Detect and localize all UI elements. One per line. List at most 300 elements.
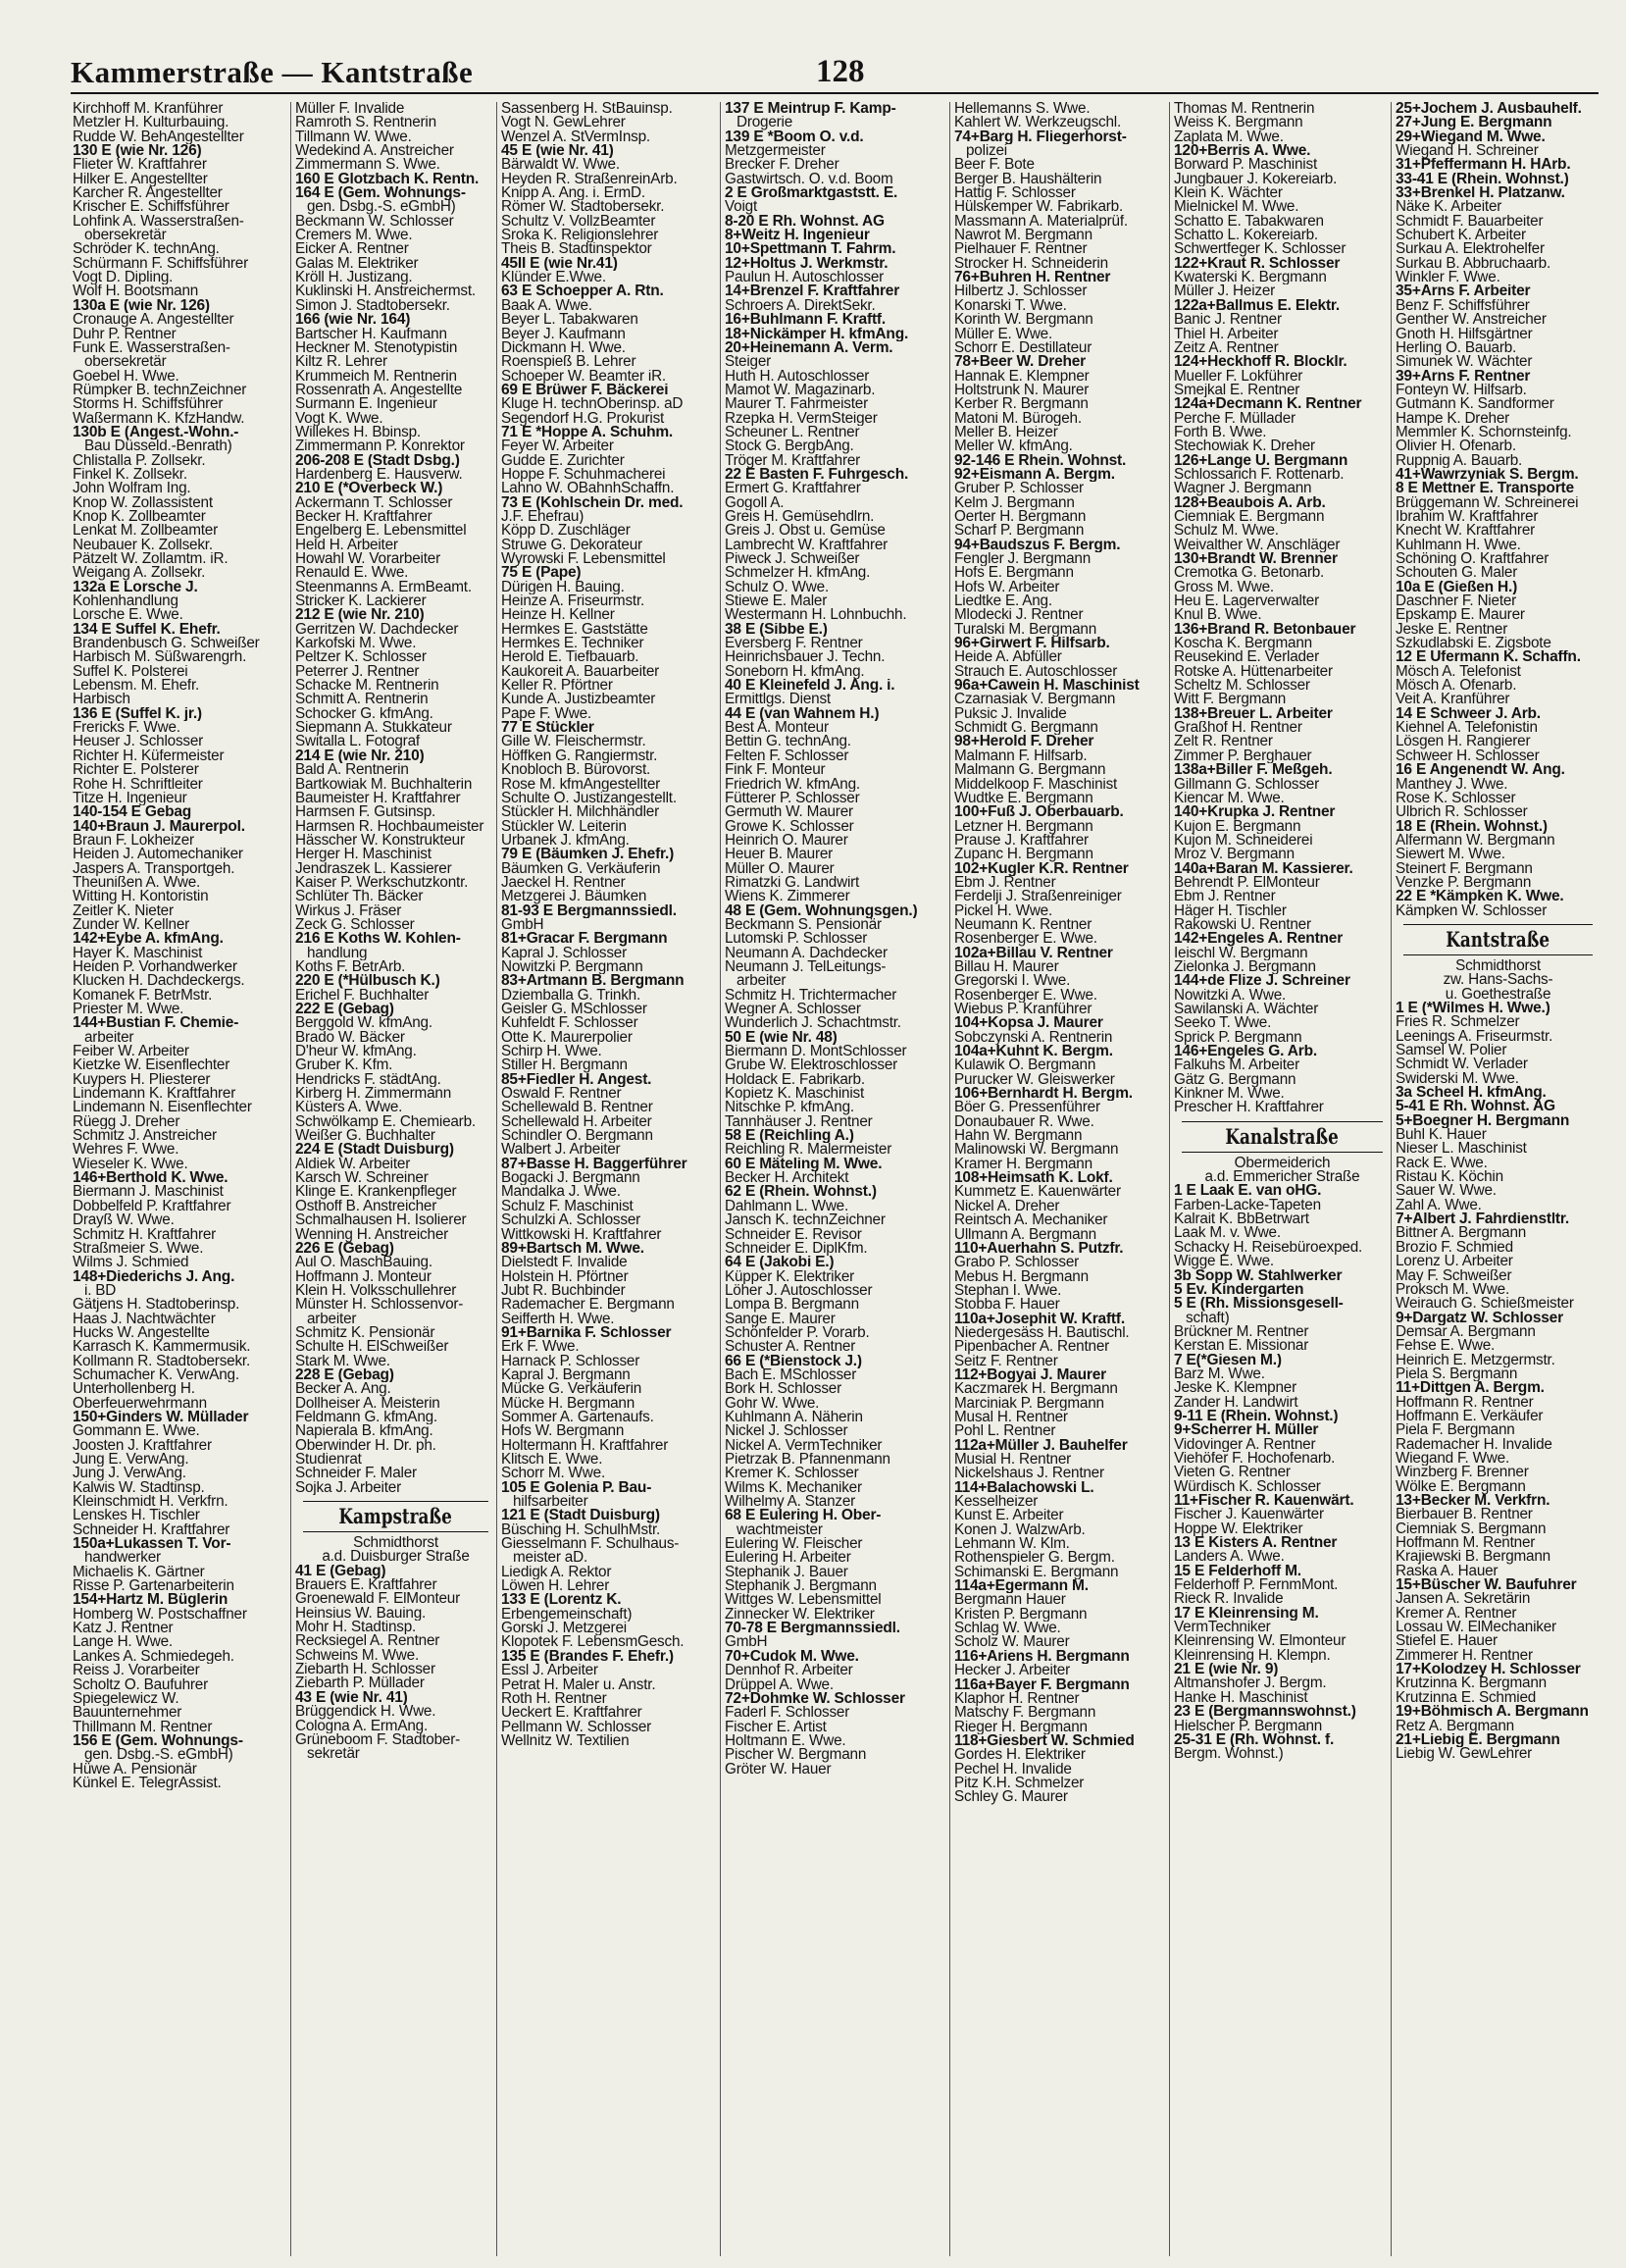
house-number-entry: 69 E Brüwer F. Bäckerei (501, 383, 669, 398)
resident-entry: Mohr H. Stadtinsp. (295, 1621, 417, 1635)
house-number-entry: 118+Giesbert W. Schmied (954, 1733, 1135, 1749)
resident-entry: Löher J. Autoschlosser (725, 1283, 873, 1299)
resident-entry: Gommann E. Wwe. (73, 1424, 200, 1439)
resident-entry: Schindler O. Bergmann (501, 1129, 653, 1144)
house-number-entry: 1 E Laak E. van oHG. (1174, 1184, 1322, 1199)
house-number-entry: 224 E (Stadt Duisburg) (295, 1143, 454, 1158)
resident-entry: Vogt N. GewLehrer (501, 116, 626, 130)
resident-entry: Tannhäuser J. Rentner (725, 1114, 873, 1130)
resident-entry: Bauunternehmer (73, 1706, 182, 1721)
resident-entry: Schmalhausen H. Isolierer (295, 1213, 467, 1228)
resident-entry: Lösgen H. Rangierer (1396, 735, 1531, 749)
house-number-entry: 92-146 E Rhein. Wohnst. (954, 453, 1127, 468)
resident-entry: Soneborn H. kfmAng. (725, 664, 865, 680)
resident-entry: Hahn W. Bergmann (954, 1129, 1083, 1144)
resident-entry: Alfermann W. Bergmann (1396, 833, 1555, 849)
resident-entry: Böer G. Pressenführer (954, 1101, 1100, 1115)
resident-entry: Wieseler K. Wwe. (73, 1157, 188, 1172)
resident-entry: Gille W. Fleischermstr. (501, 735, 646, 749)
resident-entry: Schneider H. Kraftfahrer (73, 1522, 230, 1538)
resident-entry: Lindemann K. Kraftfahrer (73, 1087, 236, 1102)
resident-entry: Zinnecker W. Elektriker (725, 1607, 875, 1623)
resident-entry: Holdack E. Fabrikarb. (725, 1072, 865, 1088)
resident-entry: Gregorski I. Wwe. (954, 974, 1071, 989)
resident-entry: Kietzke W. Eisenflechter (73, 1058, 230, 1073)
resident-entry: Waßermann K. KfzHandw. (73, 411, 245, 426)
resident-entry: Held H. Arbeiter (295, 538, 398, 552)
resident-entry: Lorenz U. Arbeiter (1396, 1255, 1513, 1269)
resident-entry: Joosten J. Kraftfahrer (73, 1438, 212, 1453)
resident-entry: Zaplata M. Wwe. (1174, 129, 1284, 145)
resident-entry: VermTechniker (1174, 1621, 1271, 1635)
resident-entry: Harbisch M. Süßwarengrh. (73, 650, 247, 665)
resident-entry: Hofs W. Bergmann (501, 1424, 625, 1439)
resident-entry: Memmler K. Schornsteinfg. (1396, 425, 1572, 440)
resident-entry: Kämpken W. Schlosser (1396, 903, 1548, 918)
resident-entry: Schouten G. Maler (1396, 566, 1518, 581)
district-note: Obermeiderich (1234, 1156, 1331, 1171)
resident-entry: Erk F. Wwe. (501, 1340, 580, 1355)
resident-entry: Ackermann T. Schlosser (295, 495, 453, 510)
house-number-entry: 116a+Bayer F. Bergmann (954, 1677, 1130, 1692)
resident-entry: Gohr W. Wwe. (725, 1396, 820, 1411)
resident-entry: Smejkal E. Rentner (1174, 383, 1300, 398)
resident-entry: Karrasch K. Kammermusik. (73, 1340, 251, 1355)
resident-entry: Altmanshofer J. Bergm. (1174, 1676, 1327, 1691)
resident-entry: Mandalka J. Wwe. (501, 1185, 621, 1200)
resident-entry: Gastwirtsch. O. v.d. Boom (725, 172, 893, 187)
house-number-entry: 25+Jochem J. Ausbauhelf. (1396, 102, 1582, 117)
resident-entry: Fengler J. Bergmann (954, 552, 1092, 567)
resident-entry: Feyer W. Arbeiter (501, 439, 614, 454)
resident-entry: Pitz K.H. Schmelzer (954, 1776, 1085, 1791)
house-number-entry: 108+Heimsath K. Lokf. (954, 1171, 1113, 1186)
resident-entry: Schmitz H. Kraftfahrer (73, 1227, 217, 1242)
house-number-entry: 112+Bogyai J. Maurer (954, 1367, 1106, 1383)
column-2 (290, 102, 496, 2256)
resident-entry: Gudde E. Zurichter (501, 453, 625, 468)
house-number-entry: 75 E (Pape) (501, 566, 582, 581)
resident-entry: Forth B. Wwe. (1174, 425, 1267, 440)
resident-entry: Vieten G. Rentner (1174, 1466, 1291, 1480)
resident-entry: Komanek F. BetrMstr. (73, 988, 213, 1003)
resident-entry: Growe K. Schlosser (725, 819, 854, 834)
resident-entry: Meller B. Heizer (954, 425, 1058, 440)
house-number-entry: 38 E (Sibbe E.) (725, 622, 828, 638)
house-number-entry: 21 E (wie Nr. 9) (1174, 1663, 1279, 1677)
resident-entry: Stephanik J. Bauer (725, 1565, 848, 1580)
resident-entry: Hilbertz J. Schlosser (954, 284, 1088, 299)
resident-entry: Mamot W. Magazinarb. (725, 383, 876, 398)
resident-entry: Storms H. Schiffsführer (73, 397, 224, 412)
house-number-entry: 105 E Golenia P. Bau- (501, 1480, 652, 1496)
resident-entry: Zeitler K. Nieter (73, 903, 174, 918)
resident-entry: Lohfink A. Wasserstraßen- (73, 214, 244, 230)
house-number-entry: 124+Heckhoff R. Blocklr. (1174, 355, 1347, 370)
resident-entry: Müller J. Heizer (1174, 284, 1276, 299)
resident-entry: Erbengemeinschaft) (501, 1607, 633, 1623)
resident-entry: Vogt D. Dipling. (73, 271, 174, 285)
resident-entry: Schimanski E. Bergmann (954, 1565, 1119, 1580)
resident-entry: Hannak E. Klempner (954, 369, 1090, 384)
resident-entry: Kristen P. Bergmann (954, 1607, 1088, 1623)
resident-entry: Grüneboom F. Stadtober- (295, 1732, 461, 1748)
resident-entry: Neumann A. Dachdecker (725, 946, 888, 960)
resident-entry: Simon J. Stadtobersekr. (295, 298, 450, 314)
resident-entry: Neumann K. Rentner (954, 917, 1092, 933)
resident-entry: Westermann H. Lohnbuchh. (725, 608, 907, 623)
resident-entry: Epskamp E. Maurer (1396, 608, 1525, 623)
house-number-entry: 130a E (wie Nr. 126) (73, 298, 210, 314)
house-number-entry: 96+Girwert F. Hilfsarb. (954, 637, 1110, 651)
resident-entry: Bettin G. technAng. (725, 735, 851, 749)
resident-entry: Knop K. Zollbeamter (73, 509, 206, 525)
resident-entry: Hoppe W. Elektriker (1174, 1521, 1303, 1537)
resident-entry: Sange E. Maurer (725, 1312, 836, 1326)
resident-entry: Wittges W. Lebensmittel (725, 1593, 882, 1608)
resident-entry: Schocker G. kfmAng. (295, 706, 433, 722)
resident-entry: Jung E. VerwAng. (73, 1453, 189, 1468)
resident-entry: Kollmann R. Stadtobersekr. (73, 1354, 251, 1368)
resident-entry: Galas M. Elektriker (295, 256, 419, 272)
house-number-entry: 70-78 E Bergmannssiedl. (725, 1622, 900, 1636)
house-number-entry: 110+Auerhahn S. Putzfr. (954, 1241, 1124, 1257)
resident-entry: Siewert M. Wwe. (1396, 848, 1505, 862)
resident-entry: Roth H. Rentner (501, 1691, 607, 1707)
resident-entry: Wiegand F. Wwe. (1396, 1451, 1510, 1467)
resident-entry: Segendorf H.G. Prokurist (501, 411, 665, 426)
resident-entry: Holstein H. Pförtner (501, 1269, 629, 1284)
resident-entry: Harmsen F. Gutsinsp. (295, 805, 436, 820)
resident-entry: Hofs W. Arbeiter (954, 580, 1060, 595)
house-number-entry: 96a+Cawein H. Maschinist (954, 679, 1140, 694)
resident-entry: Theis B. Stadtinspektor (501, 242, 652, 257)
resident-entry: Beckmann S. Pensionär (725, 917, 882, 933)
resident-entry: J.F. Ehefrau) (501, 509, 584, 525)
resident-entry: Wigge E. Wwe. (1174, 1255, 1274, 1269)
resident-entry: Germuth W. Maurer (725, 805, 853, 820)
resident-entry: Rudde W. BehAngestellter (73, 129, 244, 145)
resident-entry: Kluge H. technOberinsp. aD (501, 397, 684, 412)
resident-entry: Ferdelji J. Straßenreiniger (954, 890, 1122, 904)
resident-entry: Kujon E. Bergmann (1174, 819, 1301, 834)
resident-entry: Rüegg J. Dreher (73, 1114, 180, 1130)
resident-entry: Kulawik O. Bergmann (954, 1058, 1096, 1073)
house-number-entry: 74+Barg H. Fliegerhorst- (954, 129, 1127, 145)
resident-entry: Schuster A. Rentner (725, 1340, 856, 1355)
house-number-entry: 144+Bustian F. Chemie- (73, 1016, 239, 1031)
resident-entry: Schulz O. Wwe. (725, 580, 830, 595)
house-number-entry: 87+Basse H. Baggerführer (501, 1157, 687, 1172)
resident-entry: Letzner H. Bergmann (954, 819, 1093, 834)
resident-entry: Ibrahim W. Kraftfahrer (1396, 509, 1539, 525)
directory-columns (73, 102, 1601, 2256)
street-name: Kampstraße (338, 1504, 453, 1529)
resident-entry: Jansch K. technZeichner (725, 1213, 886, 1228)
resident-entry: Sommer A. Gartenaufs. (501, 1410, 654, 1425)
resident-entry: Ramroth S. Rentnerin (295, 116, 436, 130)
resident-entry: Lenskes H. Tischler (73, 1509, 200, 1523)
resident-entry: Schulte O. Justizangestellt. (501, 791, 677, 806)
resident-entry: Kirberg H. Zimmermann (295, 1087, 452, 1102)
resident-entry: Künkel E. TelegrAssist. (73, 1776, 222, 1791)
entry-continuation: Bau Düsseld.-Benrath) (84, 439, 232, 454)
resident-entry: Gorski J. Metzgerei (501, 1622, 627, 1636)
resident-entry: Heyden R. StraßenreinArb. (501, 172, 678, 187)
resident-entry: Zeck G. Schlosser (295, 917, 415, 933)
resident-entry: Ebm J. Rentner (1174, 890, 1276, 904)
district-note: Schmidthorst (1455, 958, 1541, 974)
resident-entry: Oerter H. Bergmann (954, 509, 1087, 525)
resident-entry: Steinert F. Bergmann (1396, 861, 1533, 876)
resident-entry: Kalwis W. Stadtinsp. (73, 1480, 205, 1496)
resident-entry: Demsar A. Bergmann (1396, 1324, 1536, 1340)
resident-entry: Schmidt F. Bauarbeiter (1396, 214, 1544, 230)
house-number-entry: 150a+Lukassen T. Vor- (73, 1537, 231, 1552)
house-number-entry: 41+Wawrzyniak S. Bergm. (1396, 467, 1579, 483)
resident-entry: Becker H. Architekt (725, 1171, 849, 1186)
resident-entry: Kaukoreit A. Bauarbeiter (501, 664, 660, 680)
entry-continuation: arbeiter (84, 1030, 134, 1046)
resident-entry: Wiebus P. Kranführer (954, 1003, 1092, 1017)
resident-entry: Donaubauer R. Wwe. (954, 1114, 1094, 1130)
house-number-entry: 136 E (Suffel K. jr.) (73, 706, 202, 722)
resident-entry: Maurer T. Fahrmeister (725, 397, 868, 412)
resident-entry: Kinkner M. Wwe. (1174, 1087, 1285, 1102)
resident-entry: Schneider E. Revisor (725, 1227, 862, 1242)
resident-entry: Dennhof R. Arbeiter (725, 1664, 853, 1678)
resident-entry: Bäumken G. Verkäuferin (501, 861, 661, 876)
resident-entry: Witt F. Bergmann (1174, 693, 1287, 707)
resident-entry: Beer F. Bote (954, 158, 1035, 173)
resident-entry: Wiens K. Zimmerer (725, 890, 850, 904)
resident-entry: Seitz F. Rentner (954, 1354, 1058, 1368)
resident-entry: Musial H. Rentner (954, 1453, 1072, 1468)
resident-entry: Nickel J. Schlosser (725, 1424, 848, 1439)
resident-entry: Mlodecki J. Rentner (954, 608, 1084, 623)
resident-entry: Schneider F. Maler (295, 1467, 417, 1481)
resident-entry: Herling O. Bauarb. (1396, 340, 1517, 356)
column-1 (73, 102, 290, 2256)
resident-entry: Holtmann E. Wwe. (725, 1733, 846, 1749)
resident-entry: Näke K. Arbeiter (1396, 200, 1502, 215)
street-section-heading (303, 1501, 488, 1532)
house-number-entry: 12+Holtus J. Werkmstr. (725, 256, 889, 272)
resident-entry: Brozio F. Schmied (1396, 1240, 1513, 1256)
resident-entry: Peterrer J. Rentner (295, 664, 420, 680)
resident-entry: Zielonka J. Bergmann (1174, 959, 1316, 975)
house-number-entry: 150+Ginders W. Müllader (73, 1410, 249, 1425)
resident-entry: Krajiewski B. Bergmann (1396, 1550, 1550, 1565)
resident-entry: Krummeich M. Rentnerin (295, 369, 457, 384)
street-name: Kanalstraße (1225, 1123, 1340, 1149)
resident-entry: Goebel H. Wwe. (73, 369, 179, 384)
resident-entry: Katz J. Rentner (73, 1622, 174, 1636)
resident-entry: Stückler W. Leiterin (501, 819, 627, 834)
resident-entry: Gruber K. Kfm. (295, 1058, 393, 1073)
house-number-entry: 15 E Felderhoff M. (1174, 1564, 1301, 1579)
resident-entry: Gogoll A. (725, 495, 785, 510)
resident-entry: Richter H. Küfermeister (73, 748, 225, 764)
resident-entry: Rossenrath A. Angestellte (295, 383, 463, 398)
resident-entry: Biermann D. MontSchlosser (725, 1045, 907, 1059)
resident-entry: Rzepka H. VermSteiger (725, 411, 878, 426)
resident-entry: Liebig W. GewLehrer (1396, 1747, 1533, 1762)
resident-entry: Baumeister H. Kraftfahrer (295, 791, 461, 806)
resident-entry: Krutzinna E. Schmied (1396, 1690, 1537, 1706)
column-3 (496, 102, 720, 2256)
resident-entry: Brecker F. Dreher (725, 158, 839, 173)
house-number-entry: 135 E (Brandes F. Ehefr.) (501, 1649, 674, 1665)
resident-entry: Aul O. MaschBauing. (295, 1256, 432, 1270)
resident-entry: Rohe H. Schriftleiter (73, 777, 203, 792)
resident-entry: Holtstrunk N. Maurer (954, 383, 1090, 398)
resident-entry: Schoeper W. Beamter iR. (501, 369, 666, 384)
resident-entry: Ueckert E. Kraftfahrer (501, 1706, 642, 1721)
resident-entry: Meller W. kfmAng. (954, 439, 1073, 454)
resident-entry: Müller E. Wwe. (954, 327, 1053, 341)
resident-entry: Matschy F. Bergmann (954, 1706, 1096, 1721)
resident-entry: Scholtz O. Baufuhrer (73, 1677, 208, 1692)
resident-entry: Kremer K. Schlosser (725, 1467, 859, 1481)
resident-entry: Szkudlabski E. Zigsbote (1396, 637, 1551, 651)
resident-entry: Lutomski P. Schlosser (725, 932, 868, 947)
house-number-entry: 146+Berthold K. Wwe. (73, 1171, 229, 1186)
resident-entry: Hoffmann J. Monteur (295, 1269, 432, 1284)
house-number-entry: 9+Dargatz W. Schlosser (1396, 1311, 1563, 1325)
resident-entry: Schönfelder P. Vorarb. (725, 1325, 870, 1341)
house-number-entry: 17+Kolodzey H. Schlosser (1396, 1663, 1581, 1677)
resident-entry: Mücke H. Bergmann (501, 1396, 635, 1411)
resident-entry: Voigt (725, 200, 758, 215)
resident-entry: Schultz V. VollzBeamter (501, 214, 656, 230)
resident-entry: Pohl L. Rentner (954, 1424, 1056, 1439)
resident-entry: Geisler G. MSchlosser (501, 1003, 647, 1017)
resident-entry: Ermert G. Kraftfahrer (725, 482, 861, 496)
house-number-entry: 100+Fuß J. Oberbauarb. (954, 805, 1124, 820)
resident-entry: Kapral J. Schlosser (501, 946, 627, 960)
resident-entry: Hässcher W. Konstrukteur (295, 833, 465, 849)
resident-entry: Heinze H. Kellner (501, 608, 615, 623)
resident-entry: Rothenspieler G. Bergm. (954, 1551, 1115, 1566)
resident-entry: Bärwaldt W. Wwe. (501, 158, 620, 173)
resident-entry: Hoffmann E. Verkäufer (1396, 1409, 1544, 1424)
resident-entry: Fehse E. Wwe. (1396, 1339, 1496, 1354)
resident-entry: Rose M. kfmAngestellter (501, 777, 661, 792)
resident-entry: Weivalther W. Anschläger (1174, 538, 1341, 552)
resident-entry: Klaphor H. Rentner (954, 1691, 1080, 1707)
resident-entry: Schacke M. Rentnerin (295, 679, 439, 694)
resident-entry: Metzgerei J. Bäumken (501, 890, 647, 904)
resident-entry: Mroz V. Bergmann (1174, 848, 1295, 862)
resident-entry: Zeitz A. Rentner (1174, 340, 1279, 356)
house-number-entry: 29+Wiegand M. Wwe. (1396, 129, 1546, 145)
resident-entry: Veit A. Kranführer (1396, 693, 1510, 707)
resident-entry: Hülskemper W. Fabrikarb. (954, 200, 1124, 215)
resident-entry: Faderl F. Schlosser (725, 1706, 850, 1721)
resident-entry: Hoffmann M. Rentner (1396, 1536, 1536, 1551)
resident-entry: Biermann J. Maschinist (73, 1185, 224, 1200)
resident-entry: Stechowiak K. Dreher (1174, 439, 1315, 454)
resident-entry: Knipp A. Ang. i. ErmD. (501, 186, 645, 201)
resident-entry: Bierbauer B. Rentner (1396, 1508, 1533, 1522)
resident-entry: Kahlert W. Werkzeugschl. (954, 116, 1122, 130)
resident-entry: Dobbelfeld P. Kraftfahrer (73, 1199, 231, 1214)
resident-entry: Schatto L. Kokereiarb. (1174, 229, 1318, 243)
resident-entry: Häger H. Tischler (1174, 903, 1287, 918)
resident-entry: Stiewe E. Maler (725, 594, 828, 609)
resident-entry: Wolf H. Bootsmann (73, 284, 199, 299)
resident-entry: Zimmermann S. Wwe. (295, 158, 440, 173)
resident-entry: Wirkus J. Fräser (295, 903, 402, 918)
resident-entry: Cremers M. Wwe. (295, 229, 413, 243)
resident-entry: Malmann F. Hilfsarb. (954, 748, 1088, 764)
resident-entry: Feiber W. Arbeiter (73, 1045, 189, 1059)
resident-entry: Schorr M. Wwe. (501, 1467, 605, 1481)
resident-entry: Stobba F. Hauer (954, 1298, 1060, 1313)
resident-entry: Eicker A. Rentner (295, 242, 409, 257)
resident-entry: Wegner A. Schlosser (725, 1003, 861, 1017)
resident-entry: Wellnitz W. Textilien (501, 1733, 630, 1749)
house-number-entry: 22 E Basten F. Fuhrgesch. (725, 467, 909, 483)
resident-entry: Strocker H. Schneiderin (954, 256, 1108, 272)
resident-entry: Schulz F. Maschinist (501, 1199, 634, 1214)
resident-entry: Keller R. Pförtner (501, 679, 613, 694)
resident-entry: Genther W. Anstreicher (1396, 313, 1547, 328)
resident-entry: Wilms J. Schmied (73, 1256, 189, 1270)
house-number-entry: 92+Eismann A. Bergm. (954, 467, 1115, 483)
entry-continuation: gen. Dsbg.-S. eGmbH) (84, 1748, 233, 1763)
entry-continuation: arbeiter (737, 974, 787, 989)
resident-entry: Löwen H. Lehrer (501, 1579, 610, 1594)
resident-entry: Massmann A. Materialprüf. (954, 214, 1128, 230)
resident-entry: Purucker W. Gleiswerker (954, 1072, 1115, 1088)
house-number-entry: 63 E Schoepper A. Rtn. (501, 284, 664, 299)
resident-entry: Koths F. BetrArb. (295, 959, 406, 975)
house-number-entry: 70+Cudok M. Wwe. (725, 1649, 859, 1665)
entry-continuation: polizei (966, 144, 1007, 159)
resident-entry: Jeske K. Klempner (1174, 1381, 1296, 1396)
resident-entry: Lankes A. Schmiedegeh. (73, 1649, 234, 1665)
resident-entry: Schubert K. Arbeiter (1396, 229, 1526, 243)
resident-entry: Mueller F. Lokführer (1174, 369, 1303, 384)
resident-entry: Ebm J. Rentner (954, 875, 1056, 891)
resident-entry: Hampe K. Dreher (1396, 411, 1510, 426)
house-number-entry: 73 E (Kohlschein Dr. med. (501, 495, 684, 510)
resident-entry: Kunde A. Justizbeamter (501, 693, 656, 707)
house-number-entry: 31+Pfeffermann H. HArb. (1396, 158, 1571, 173)
resident-entry: Schulz M. Wwe. (1174, 524, 1279, 539)
resident-entry: Beckmann W. Schlosser (295, 214, 454, 230)
resident-entry: Nickelshaus J. Rentner (954, 1467, 1104, 1481)
entry-continuation: hilfsarbeiter (513, 1495, 588, 1510)
house-number-entry: 140+Braun J. Maurerpol. (73, 819, 245, 834)
resident-entry: Wunderlich J. Schachtmstr. (725, 1016, 901, 1031)
resident-entry: Kleinschmidt H. Verkfrn. (73, 1495, 229, 1510)
resident-entry: Jungbauer J. Kokereiarb. (1174, 172, 1338, 187)
house-number-entry: 10+Spettmann T. Fahrm. (725, 242, 896, 257)
resident-entry: Perche F. Müllader (1174, 411, 1296, 426)
house-number-entry: 20+Heinemann A. Verm. (725, 340, 893, 356)
street-name: Kantstraße (1446, 926, 1550, 952)
house-number-entry: 79 E (Bäumken J. Ehefr.) (501, 848, 675, 862)
resident-entry: Weigang A. Zollsekr. (73, 566, 206, 581)
resident-entry: Bergmann Hauer (954, 1593, 1066, 1608)
resident-entry: Kaiser P. Werkschutzkontr. (295, 875, 469, 891)
resident-entry: Römer W. Stadtobersekr. (501, 200, 665, 215)
resident-entry: Prescher H. Kraftfahrer (1174, 1101, 1324, 1115)
resident-entry: Hayer K. Maschinist (73, 946, 203, 960)
